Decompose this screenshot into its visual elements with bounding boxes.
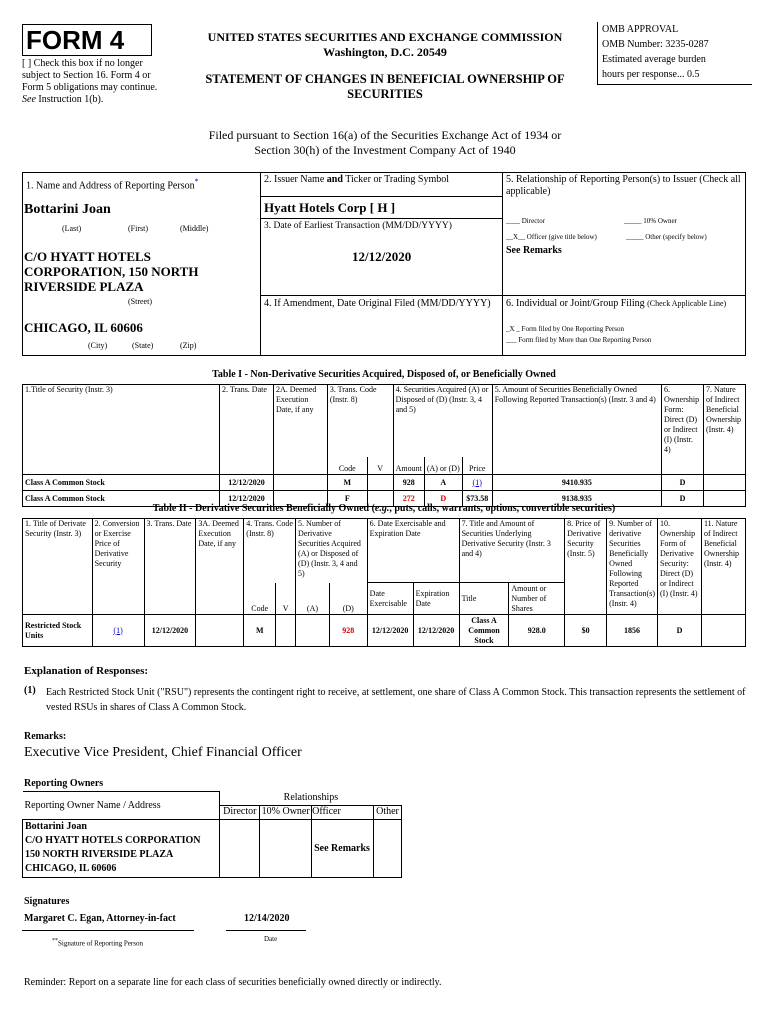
t1-r2-owned: 9138.935 <box>492 491 661 507</box>
street-address: C/O HYATT HOTELS CORPORATION, 150 NORTH RIVERSIDE PLAZA <box>24 249 199 294</box>
t1-h-amount: Amount <box>393 457 424 475</box>
ten-pct-owner-option: _____ 10% Owner <box>624 217 677 225</box>
owners-col-officer: Officer <box>312 806 374 820</box>
city-state-zip: CHICAGO, IL 60606 <box>24 320 143 335</box>
label-zip: (Zip) <box>180 341 197 350</box>
table-row <box>23 615 746 647</box>
signatures-title: Signatures <box>24 896 70 907</box>
date-line <box>226 930 306 931</box>
t2-h-shares: Amount or Number of Shares <box>509 583 565 615</box>
t1-r1-date: 12/12/2020 <box>220 475 274 491</box>
t2-h-price: 8. Price of Derivative Security (Instr. 5) <box>565 519 607 615</box>
footnote-text: Each Restricted Stock Unit ("RSU") represents the contingent right to receive, at settlement, one share of Class A Common Stock. This transaction represents the settlement of vested RSUs in shares of Class A Common Stock. <box>46 687 746 713</box>
omb-approval-box <box>597 22 752 85</box>
filed-line2: Section 30(h) of the Investment Company Act of 1940 <box>254 143 516 157</box>
t1-r2-amount: 272 <box>393 491 424 507</box>
filed-pursuant <box>100 128 670 158</box>
t2-h-exp-date: Expiration Date <box>413 583 459 615</box>
box1-label: 1. Name and Address of Reporting Person* <box>26 177 199 192</box>
t1-r1-code: M <box>327 475 367 491</box>
t1-h-trans-code: 3. Trans. Code (Instr. 8) <box>327 385 393 457</box>
other-option: _____ Other (specify below) <box>626 233 707 241</box>
t2-r1-a <box>296 615 330 647</box>
t1-r2-code: F <box>327 491 367 507</box>
form-title: FORM 4 <box>26 25 125 55</box>
check-box-text: [ ] Check this box if no longer subject to Section 16. Form 4 or Form 5 obligations may continue. <box>22 58 158 93</box>
t2-r1-underlying: Class A Common Stock <box>459 615 509 647</box>
owners-relationships: Relationships <box>220 792 402 806</box>
t1-h-price: Price <box>462 457 492 475</box>
t1-r1-title: Class A Common Stock <box>23 475 220 491</box>
t1-h-trans-date: 2. Trans. Date <box>220 385 274 475</box>
t1-r1-price-cell <box>462 475 492 491</box>
label-last: (Last) <box>62 224 82 233</box>
t1-h-ownership-form: 6. Ownership Form: Direct (D) or Indirect (I) (Instr. 4) <box>661 385 703 475</box>
officer-title-remarks: See Remarks <box>506 245 562 256</box>
t2-h-a: (A) <box>296 583 330 615</box>
table1 <box>22 384 746 507</box>
t2-h-d: (D) <box>329 583 367 615</box>
statement-title: STATEMENT OF CHANGES IN BENEFICIAL OWNERSHIP OF SECURITIES <box>205 72 565 101</box>
t1-h-nature: 7. Nature of Indirect Beneficial Ownership (Instr. 4) <box>703 385 745 475</box>
t1-h-deemed-date: 2A. Deemed Execution Date, if any <box>273 385 327 475</box>
footnote-number: (1) <box>24 685 36 696</box>
t2-r1-form: D <box>658 615 702 647</box>
box5-label: 5. Relationship of Reporting Person(s) to Issuer (Check all applicable) <box>506 174 741 197</box>
reminder-text: Reminder: Report on a separate line for each class of securities beneficially owned directly or indirectly. <box>24 977 442 988</box>
signature-marker: ** <box>52 938 58 944</box>
owner-other <box>374 820 402 878</box>
divider-h-box4 <box>260 295 746 296</box>
owners-header-row1 <box>23 792 402 806</box>
t2-h-nature: 11. Nature of Indirect Beneficial Ownership (Instr. 4) <box>701 519 745 615</box>
t1-r1-aord: A <box>424 475 462 491</box>
t1-r2-aord: D <box>424 491 462 507</box>
t1-h-title: 1.Title of Security (Instr. 3) <box>23 385 220 475</box>
agency-location: Washington, D.C. 20549 <box>323 45 447 59</box>
t2-r1-conv-cell <box>92 615 144 647</box>
t2-r1-expiration: 12/12/2020 <box>413 615 459 647</box>
t1-h-v: V <box>367 457 393 475</box>
signature-label: **Signature of Reporting Person <box>52 938 143 948</box>
explanation-title: Explanation of Responses: <box>24 665 149 677</box>
t2-h-number: 5. Number of Derivative Securities Acquired (A) or Disposed of (D) (Instr. 3, 4 and 5) <box>296 519 368 583</box>
divider-h-box3 <box>260 218 502 219</box>
t2-h-code: Code <box>244 583 276 615</box>
t2-h-underlying: 7. Title and Amount of Securities Underlying Derivative Security (Instr. 3 and 4) <box>459 519 565 583</box>
box6-label: 6. Individual or Joint/Group Filing (Check Applicable Line) <box>506 298 727 309</box>
t1-h-aord: (A) or (D) <box>424 457 462 475</box>
signature-line <box>22 930 194 931</box>
reporting-owners-title: Reporting Owners <box>24 778 104 789</box>
omb-burden-line2: hours per response... 0.5 <box>602 69 700 80</box>
filed-by-one-option: _X _ Form filed by One Reporting Person <box>506 325 625 333</box>
omb-title: OMB APPROVAL <box>602 24 679 35</box>
owners-col-director: Director <box>220 806 260 820</box>
box4-label: 4. If Amendment, Date Original Filed (MM/DD/YYYY) <box>264 298 491 309</box>
t2-h-title: 1. Title of Derivate Security (Instr. 3) <box>23 519 93 615</box>
remarks-title: Remarks: <box>24 731 67 742</box>
table1-header-row <box>23 385 746 457</box>
t1-r1-v <box>367 475 393 491</box>
t2-r1-owned: 1856 <box>607 615 658 647</box>
table2-title: Table II - Derivative Securities Beneficially Owned (e.g., puts, calls, warrants, options, convertible securities) <box>152 503 616 514</box>
remarks-text: Executive Vice President, Chief Financial Officer <box>24 745 302 760</box>
t1-h-amount-owned: 5. Amount of Securities Beneficially Owned Following Reported Transaction(s) (Instr. 3 and 4) <box>492 385 661 475</box>
t2-r1-title: Restricted Stock Units <box>23 615 93 647</box>
t2-h-date-ex: Date Exercisable <box>367 583 413 615</box>
box3-label: 3. Date of Earliest Transaction (MM/DD/YYYY) <box>264 221 452 231</box>
label-city: (City) <box>88 341 108 350</box>
filed-line1: Filed pursuant to Section 16(a) of the Securities Exchange Act of 1934 or <box>208 128 562 142</box>
table2 <box>22 518 746 647</box>
footnote-link[interactable]: (1) <box>113 625 123 635</box>
t1-r2-title: Class A Common Stock <box>23 491 220 507</box>
date-label: Date <box>264 935 278 943</box>
t2-h-conversion: 2. Conversion or Exercise Price of Derivative Security <box>92 519 144 615</box>
omb-burden-line1: Estimated average burden <box>602 54 706 65</box>
box2-label: 2. Issuer Name and Ticker or Trading Symbol <box>264 174 450 185</box>
t2-h-deemed-date: 3A. Deemed Execution Date, if any <box>196 519 244 615</box>
t1-r2-date: 12/12/2020 <box>220 491 274 507</box>
table-row <box>23 475 746 491</box>
owners-col-other: Other <box>374 806 402 820</box>
t1-r1-nature <box>703 475 745 491</box>
label-middle: (Middle) <box>180 224 209 233</box>
t2-r1-deemed <box>196 615 244 647</box>
director-option: ____ Director <box>506 217 546 225</box>
asterisk-link[interactable]: * <box>194 177 199 186</box>
t2-h-dates: 6. Date Exercisable and Expiration Date <box>367 519 459 583</box>
divider-v1 <box>260 172 261 356</box>
table2-header-row <box>23 519 746 583</box>
reporting-owners-table <box>22 791 402 878</box>
owner-officer: See Remarks <box>312 820 374 878</box>
t1-r2-price: $73.58 <box>462 491 492 507</box>
table-row <box>23 820 402 878</box>
t1-r1-deemed <box>273 475 327 491</box>
t1-r2-form: D <box>661 491 703 507</box>
check-box-notice <box>22 58 164 106</box>
t2-h-under-title: Title <box>459 583 509 615</box>
see-word: See <box>22 94 36 105</box>
label-first: (First) <box>128 224 148 233</box>
omb-number: OMB Number: 3235-0287 <box>602 39 709 50</box>
form-title-box <box>22 24 152 56</box>
agency-name: UNITED STATES SECURITIES AND EXCHANGE COMMISSION <box>207 30 563 44</box>
t2-h-v: V <box>276 583 296 615</box>
t2-r1-nature <box>701 615 745 647</box>
t1-r1-owned: 9410.935 <box>492 475 661 491</box>
owner-director <box>220 820 260 878</box>
t2-h-form: 10. Ownership Form of Derivative Security: Direct (D) or Indirect (I) (Instr. 4) <box>658 519 702 615</box>
instruction-ref: Instruction 1(b). <box>38 94 104 105</box>
signature-name: Margaret C. Egan, Attorney-in-fact <box>24 913 176 924</box>
t2-r1-exercisable: 12/12/2020 <box>367 615 413 647</box>
t2-h-owned: 9. Number of derivative Securities Beneficially Owned Following Reported Transaction(s) (Instr. 4) <box>607 519 658 615</box>
signature-date: 12/14/2020 <box>244 913 290 924</box>
t2-r1-date: 12/12/2020 <box>144 615 196 647</box>
footnote-link[interactable]: (1) <box>472 477 482 487</box>
filed-by-more-option: ___ Form filed by More than One Reporting Person <box>506 336 652 344</box>
t1-h-securities: 4. Securities Acquired (A) or Disposed of (D) (Instr. 3, 4 and 5) <box>393 385 492 457</box>
earliest-transaction-date: 12/12/2020 <box>352 249 412 264</box>
table1-title: Table I - Non-Derivative Securities Acquired, Disposed of, or Beneficially Owned <box>212 369 556 380</box>
divider-h-box2 <box>260 196 502 197</box>
officer-option: __X__ Officer (give title below) <box>506 233 597 241</box>
t2-r1-v <box>276 615 296 647</box>
issuer-name: Hyatt Hotels Corp [ H ] <box>264 200 396 215</box>
reporting-person-name: Bottarini Joan <box>24 202 111 217</box>
divider-v2 <box>502 172 503 356</box>
agency-block <box>170 30 600 102</box>
owners-col-name: Reporting Owner Name / Address <box>23 792 220 820</box>
t2-r1-code: M <box>244 615 276 647</box>
t2-r1-d: 928 <box>329 615 367 647</box>
t2-r1-price: $0 <box>565 615 607 647</box>
t1-r1-amount: 928 <box>393 475 424 491</box>
t2-h-trans-code: 4. Trans. Code (Instr. 8) <box>244 519 296 583</box>
t1-r1-form: D <box>661 475 703 491</box>
owners-col-ten-pct: 10% Owner <box>260 806 312 820</box>
label-state: (State) <box>132 341 154 350</box>
t2-r1-shares: 928.0 <box>509 615 565 647</box>
owner-address: Bottarini Joan C/O HYATT HOTELS CORPORATION 150 NORTH RIVERSIDE PLAZA CHICAGO, IL 60606 <box>23 820 220 878</box>
label-street: (Street) <box>128 297 152 306</box>
t1-h-code: Code <box>327 457 367 475</box>
t2-h-trans-date: 3. Trans. Date <box>144 519 196 615</box>
owner-ten-pct <box>260 820 312 878</box>
